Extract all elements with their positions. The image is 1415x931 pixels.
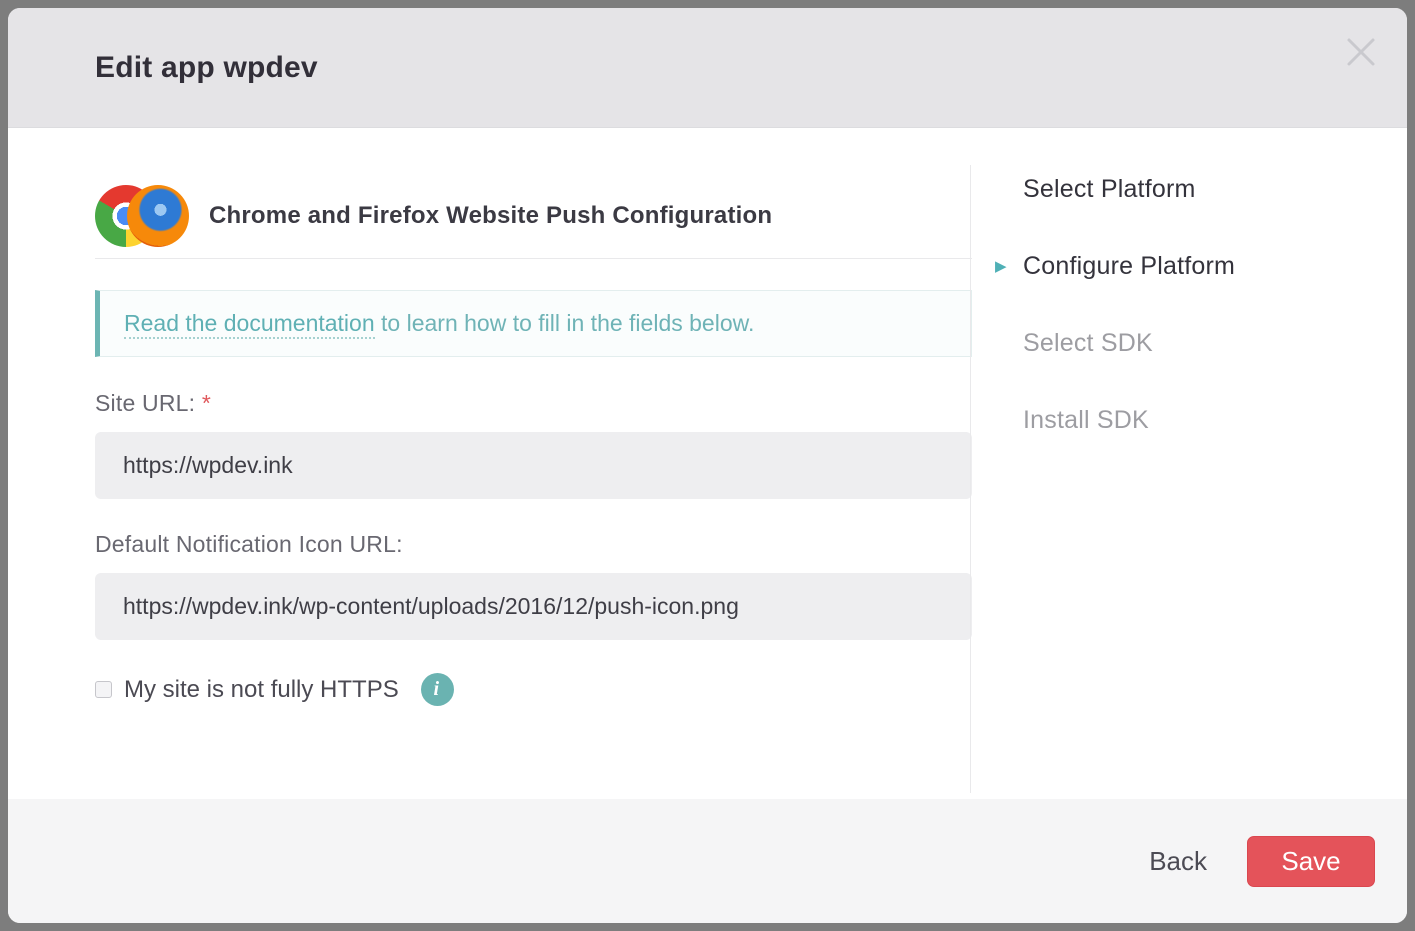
documentation-link[interactable]: Read the documentation xyxy=(124,310,375,339)
browser-icons xyxy=(95,185,189,247)
section-heading: Chrome and Firefox Website Push Configuration xyxy=(209,202,773,229)
modal-header xyxy=(8,8,1407,128)
required-asterisk: * xyxy=(201,390,211,416)
step-select-platform: Select Platform xyxy=(1023,175,1196,203)
current-step-arrow-icon: ▶ xyxy=(995,258,1007,275)
https-checkbox-label[interactable]: My site is not fully HTTPS xyxy=(124,675,399,703)
platform-header xyxy=(95,185,970,247)
icon-url-label: Default Notification Icon URL: xyxy=(95,531,403,557)
site-url-label: Site URL: * xyxy=(95,390,211,416)
steps-sidebar xyxy=(970,165,1407,793)
modal-body xyxy=(8,128,1407,799)
edit-app-modal xyxy=(8,8,1407,923)
info-icon[interactable]: i xyxy=(421,673,454,706)
step-install-sdk: Install SDK xyxy=(1023,406,1149,434)
step-select-sdk: Select SDK xyxy=(1023,329,1153,357)
back-button[interactable]: Back xyxy=(1149,845,1207,876)
https-checkbox-row xyxy=(95,673,970,706)
step-configure-platform: ▶ Configure Platform xyxy=(995,252,1236,280)
divider xyxy=(95,258,972,259)
site-url-input[interactable] xyxy=(95,432,972,499)
notification-icon-url-input[interactable] xyxy=(95,573,972,640)
banner-text: to learn how to fill in the fields below. xyxy=(374,310,755,336)
modal-title: Edit app wpdev xyxy=(95,50,318,84)
documentation-banner xyxy=(95,290,972,357)
firefox-icon xyxy=(127,185,189,247)
close-icon[interactable] xyxy=(1339,30,1383,74)
save-button[interactable]: Save xyxy=(1247,836,1375,887)
configuration-panel xyxy=(8,128,970,799)
modal-footer xyxy=(8,799,1407,923)
https-checkbox[interactable] xyxy=(95,681,112,698)
